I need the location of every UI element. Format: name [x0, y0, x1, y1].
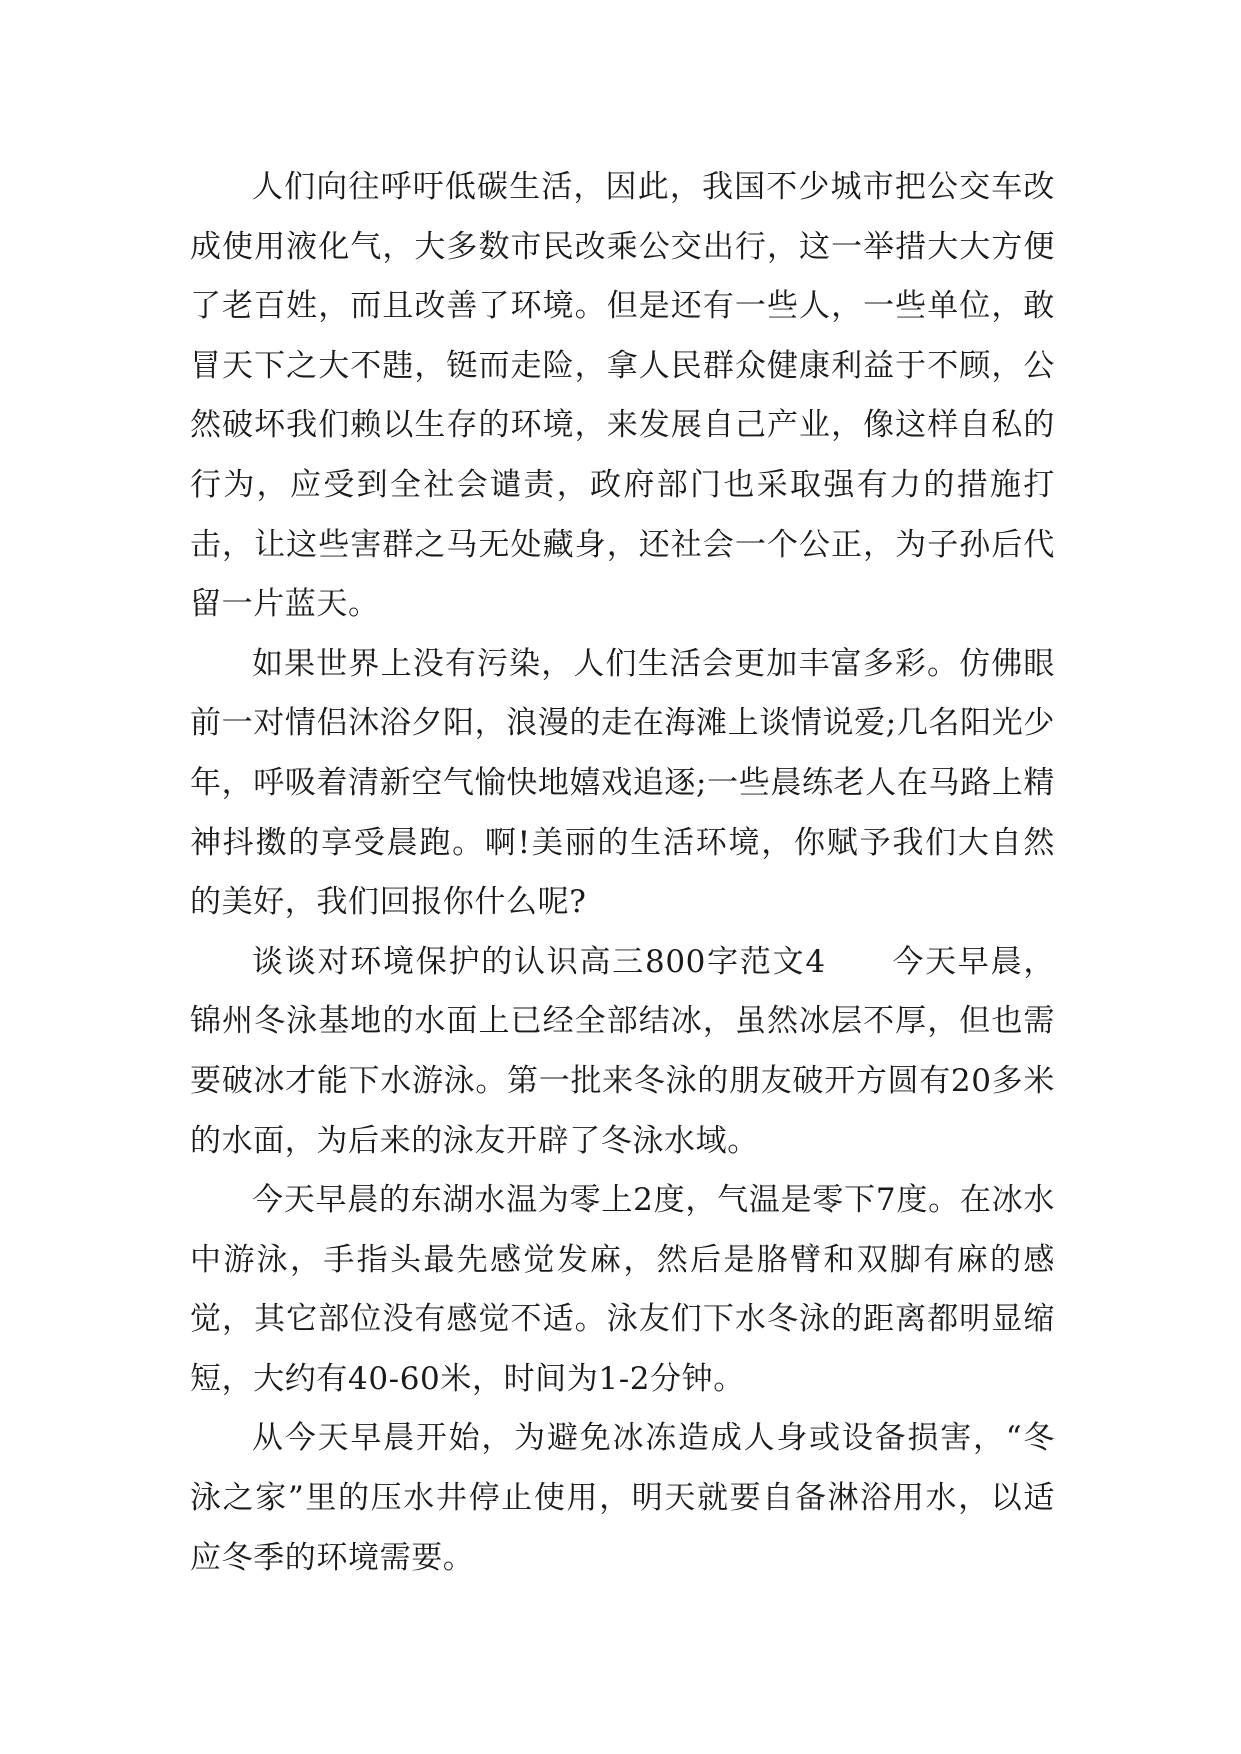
paragraph: 从今天早晨开始，为避免冰冻造成人身或设备损害，“冬泳之家”里的压水井停止使用，明天就要自备淋浴用水，以适应冬季的环境需要。 — [190, 1420, 1055, 1576]
paragraph: 谈谈对环境保护的认识高三800字范文4 今天早晨，锦州冬泳基地的水面上已经全部结冰，虽然冰层不厚，但也需要破冰才能下水游泳。第一批来冬泳的朋友破开方圆有20多米的水面，为后来的泳友开辟了冬泳水域。 — [190, 943, 1055, 1159]
paragraph: 人们向往呼吁低碳生活，因此，我国不少城市把公交车改成使用液化气，大多数市民改乘公交出行，这一举措大大方便了老百姓，而且改善了环境。但是还有一些人，一些单位，敢冒天下之大不韪，铤而走险，拿人民群众健康利益于不顾，公然破坏我们赖以生存的环境，来发展自己产业，像这样自私的行为，应受到全社会谴责，政府部门也采取强有力的措施打击，让这些害群之马无处藏身，还社会一个公正，为子孙后代留一片蓝天。 — [190, 169, 1055, 623]
paragraph: 如果世界上没有污染，人们生活会更加丰富多彩。仿佛眼前一对情侣沐浴夕阳，浪漫的走在海滩上谈情说爱;几名阳光少年，呼吸着清新空气愉快地嬉戏追逐;一些晨练老人在马路上精神抖擞的享受晨跑。啊!美丽的生活环境，你赋予我们大自然的美好，我们回报你什么呢? — [190, 645, 1055, 921]
paragraph: 今天早晨的东湖水温为零上2度，气温是零下7度。在冰水中游泳，手指头最先感觉发麻，然后是胳臂和双脚有麻的感觉，其它部位没有感觉不适。泳友们下水冬泳的距离都明显缩短，大约有40-60米，时间为1-2分钟。 — [190, 1182, 1055, 1397]
document-body — [190, 158, 1055, 1588]
